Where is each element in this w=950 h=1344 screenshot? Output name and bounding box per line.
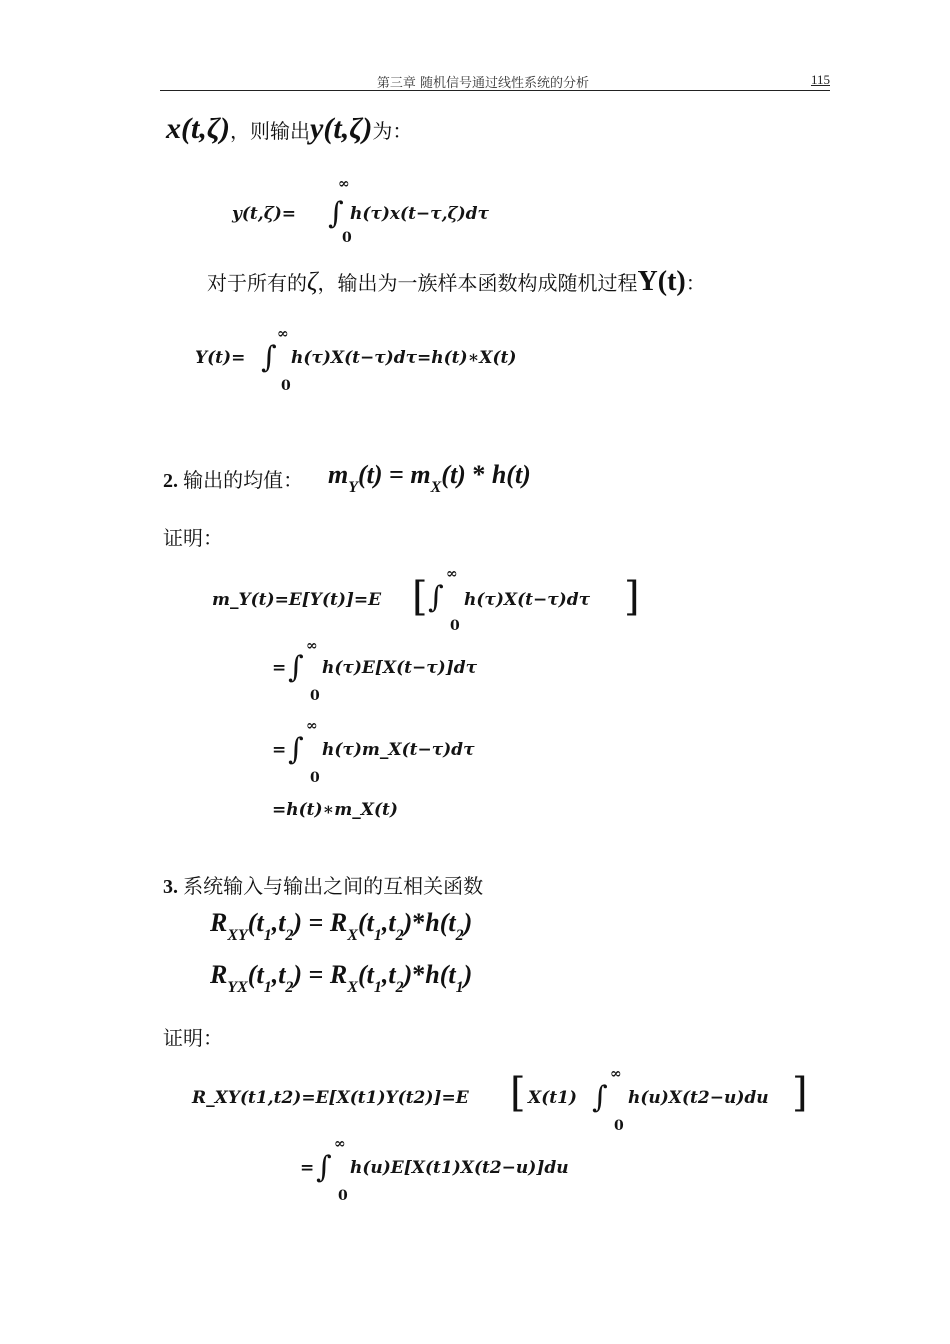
equation-1 <box>232 176 552 248</box>
proof2-line2-integral: ∫ <box>316 1150 332 1185</box>
proof1-line3-lower: 0 <box>310 770 320 786</box>
page-header <box>160 70 830 91</box>
proof2-line2-upper: ∞ <box>334 1136 346 1152</box>
proof1-line1-integral: ∫ <box>428 580 444 615</box>
intro-math-y: y(t,ζ) <box>310 112 373 145</box>
intro-text-2: 为： <box>372 119 413 143</box>
proof2-line1-x: X(t1) <box>528 1088 577 1108</box>
proof2-line2-lower: 0 <box>338 1188 348 1204</box>
eq2-integral-sign: ∫ <box>261 340 277 375</box>
proof1-line1-upper: ∞ <box>446 566 458 582</box>
section-2-number: 2. <box>163 470 178 492</box>
section-2-title: 输出的均值： <box>183 468 304 492</box>
intro-line <box>166 112 412 146</box>
proof1-line1-body: h(τ)X(t−τ)dτ <box>464 590 591 610</box>
mean-formula: $m_Y(t) = m_X(t) * h(t)$ <box>328 460 531 496</box>
proof1-line3-body: h(τ)m_X(t−τ)dτ <box>322 740 475 760</box>
para2-zeta: ζ <box>307 267 318 296</box>
proof2-line1-integral: ∫ <box>592 1080 608 1115</box>
proof1-line2-body: h(τ)E[X(t−τ)]dτ <box>322 658 478 678</box>
proof1-line2-eq: = <box>272 658 287 678</box>
proof1-line3-eq: = <box>272 740 287 760</box>
proof1-right-bracket: ] <box>624 574 640 620</box>
proof2-line2-eq: = <box>300 1158 315 1178</box>
proof1-line3-integral: ∫ <box>288 732 304 767</box>
proof2-left-bracket: [ <box>510 1070 526 1116</box>
section-2-heading <box>163 464 303 493</box>
proof2-line1-upper: ∞ <box>610 1066 622 1082</box>
proof1-left-bracket: [ <box>412 574 428 620</box>
proof-label-2: 证明： <box>163 1026 223 1050</box>
intro-math-x: x(t,ζ) <box>166 112 231 145</box>
eq2-upper-limit: ∞ <box>277 326 289 342</box>
cross-correlation-formula-2: $R_{YX}(t_1,t_2) = R_X(t_1,t_2)*h(t_1)$ <box>210 960 473 996</box>
proof-2 <box>192 1066 822 1206</box>
cross-correlation-formula-1: $R_{XY}(t_1,t_2) = R_X(t_1,t_2)*h(t_2)$ <box>210 908 473 944</box>
section-3-heading <box>163 870 483 899</box>
page-number: 115 <box>810 72 830 87</box>
proof1-line2-lower: 0 <box>310 688 320 704</box>
proof1-line4: =h(t)∗m_X(t) <box>272 800 398 820</box>
eq2-lower-limit: 0 <box>281 378 291 394</box>
para2-text-2: ，输出为一族样本函数构成随机过程 <box>317 271 638 295</box>
proof-label-1: 证明： <box>163 526 223 550</box>
proof2-right-bracket: ] <box>792 1070 808 1116</box>
para2-math-Y: Y(t) <box>637 266 686 297</box>
proof2-line1-lower: 0 <box>614 1118 624 1134</box>
eq1-lhs: y(t,ζ)= <box>232 204 297 224</box>
proof2-line1-lhs: R_XY(t1,t2)=E[X(t1)Y(t2)]=E <box>192 1088 469 1108</box>
equation-2 <box>195 326 615 400</box>
proof-1 <box>212 566 652 836</box>
eq1-upper-limit: ∞ <box>338 176 350 192</box>
section-3-title: 系统输入与输出之间的互相关函数 <box>183 874 484 898</box>
eq1-body: h(τ)x(t−τ,ζ)dτ <box>350 204 489 224</box>
proof1-line3-upper: ∞ <box>306 718 318 734</box>
eq2-lhs: Y(t)= <box>195 348 246 368</box>
intro-text-1: ，则输出 <box>230 119 311 143</box>
para2-text-1: 对于所有的 <box>207 271 307 295</box>
eq1-lower-limit: 0 <box>342 230 352 246</box>
sample-function-paragraph <box>207 266 706 298</box>
proof1-line1-lower: 0 <box>450 618 460 634</box>
proof1-line2-integral: ∫ <box>288 650 304 685</box>
eq1-integral-sign: ∫ <box>328 196 344 231</box>
eq2-body: h(τ)X(t−τ)dτ=h(t)∗X(t) <box>291 348 517 368</box>
section-3-number: 3. <box>163 876 178 898</box>
proof1-line1-lhs: m_Y(t)=E[Y(t)]=E <box>212 590 382 610</box>
para2-text-3: ： <box>685 271 706 295</box>
proof2-line1-body: h(u)X(t2−u)du <box>628 1088 769 1108</box>
proof2-line2-body: h(u)E[X(t1)X(t2−u)]du <box>350 1158 569 1178</box>
chapter-title: 第三章 随机信号通过线性系统的分析 <box>376 76 590 91</box>
proof1-line2-upper: ∞ <box>306 638 318 654</box>
